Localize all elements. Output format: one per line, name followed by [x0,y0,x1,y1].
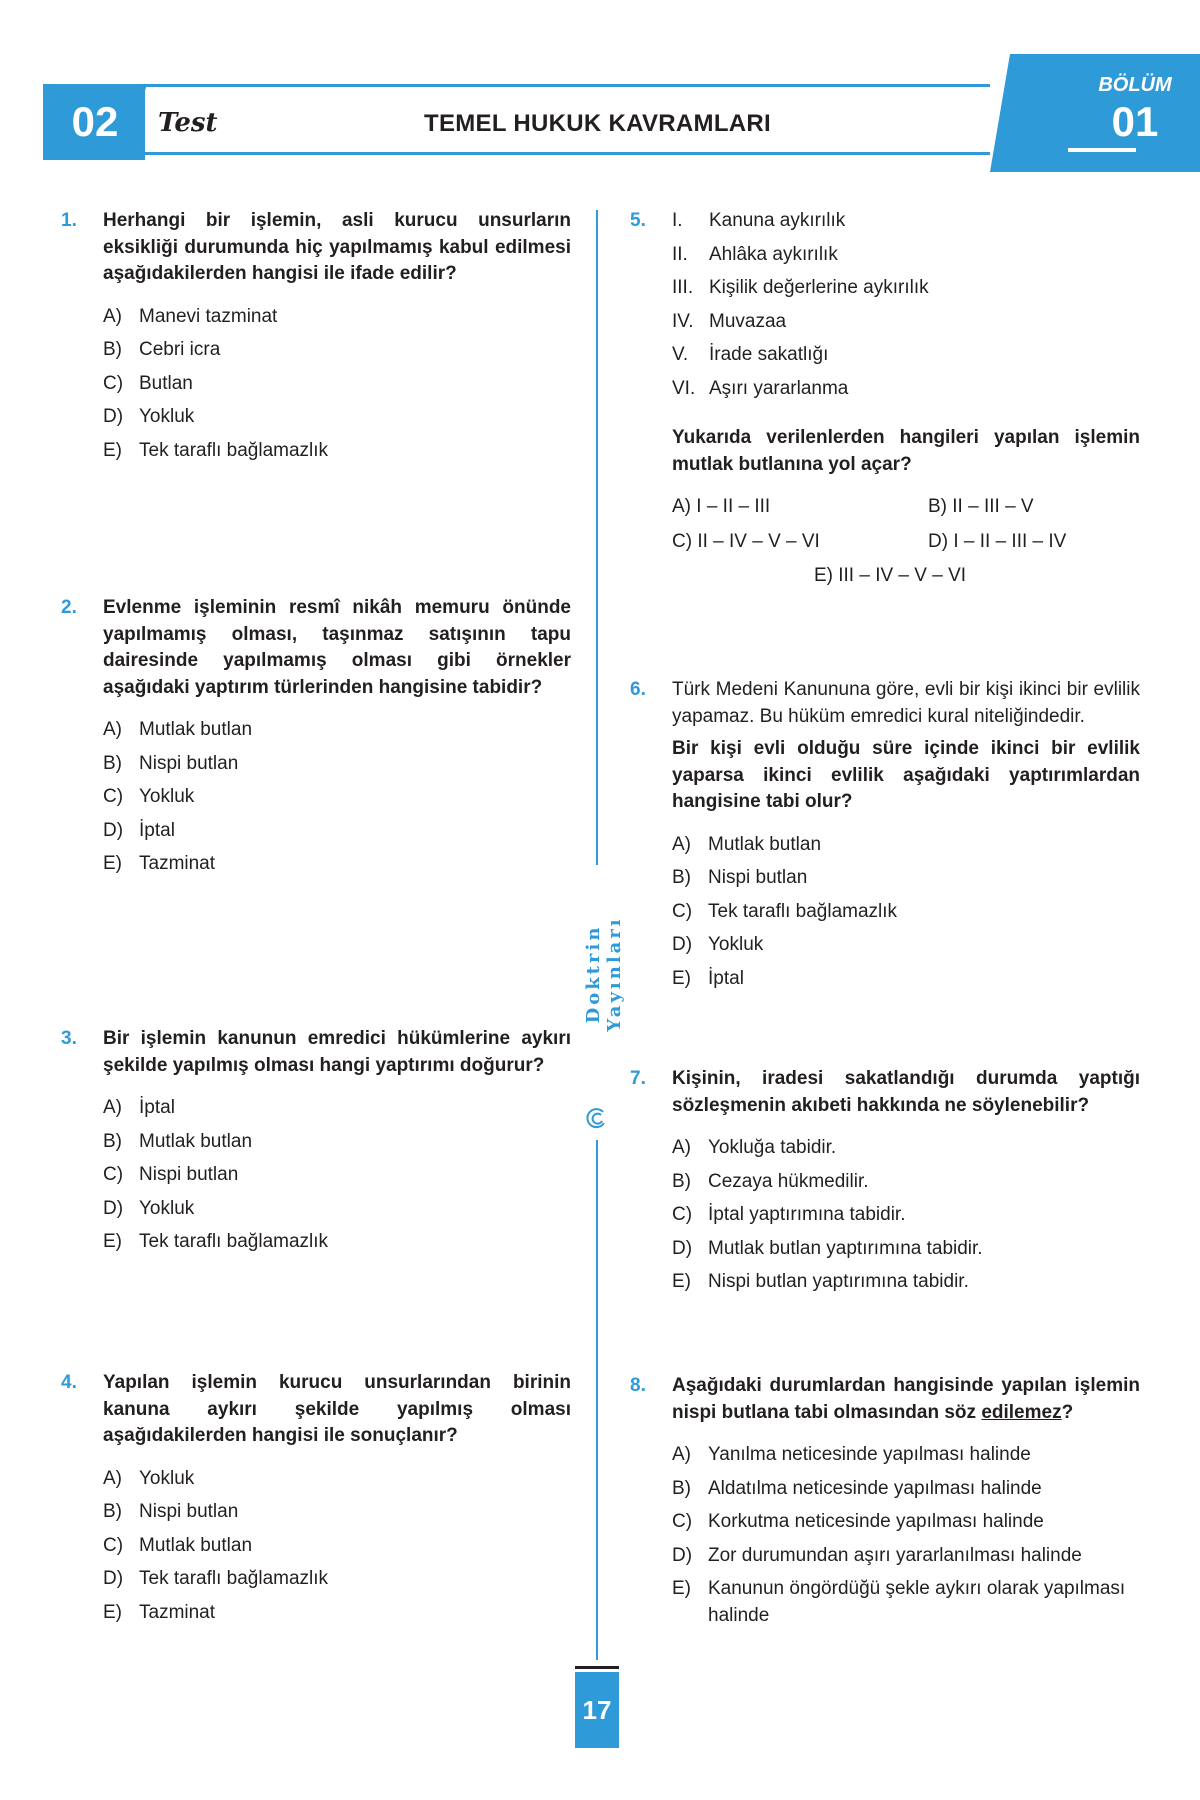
option-letter: E) [672,1271,691,1292]
option-c[interactable] [103,784,571,818]
question-stem: Bir kişi evli olduğu süre içinde ikinci bir evlilik yaparsa ikinci evlilik aşağıdaki yaptırımlardan hangisine tabi olur? [672,738,1140,812]
option-text: Zor durumundan aşırı yararlanılması halinde [708,1544,1082,1566]
option-list [103,717,571,885]
option-letter: C) [672,900,693,922]
option-letter: D) [103,1568,124,1589]
publisher-watermark: Doktrin Yayınları [583,916,625,1032]
option-b[interactable] [103,1129,571,1163]
roman-item-text: Kanuna aykırılık [709,210,846,231]
roman-numeral: I. [672,210,683,231]
option-letter: E) [103,1601,122,1623]
section-block-slant [990,54,1010,172]
option-a[interactable] [103,1095,571,1129]
option-letter: D) [672,1544,693,1566]
option-grid [672,494,1140,590]
option-letter: C) [672,1511,693,1532]
option-c[interactable] [103,371,571,405]
question-stem: Herhangi bir işlemin, asli kurucu unsurların eksikliği durumunda hiç yapılmamış kabul edilmesi aşağıdakilerden hangisi ile ifade edilir? [103,210,571,284]
option-letter: A) [103,1467,122,1489]
question-2 [61,595,571,885]
option-letter: B) [672,1170,691,1192]
question-1 [61,208,571,471]
option-text: Yokluk [139,786,195,807]
option-b[interactable] [103,751,571,785]
question-number: 8. [630,1375,646,1396]
option-c[interactable] [672,1509,1140,1543]
option-text: Cezaya hükmedilir. [708,1170,869,1192]
roman-item-text: Muvazaa [709,310,787,332]
question-5 [630,208,1140,590]
option-a[interactable] [103,1466,571,1500]
option-b[interactable] [672,865,1140,899]
option-text: Yokluk [139,406,195,427]
option-d[interactable] [103,1196,571,1230]
roman-item-text: Kişilik değerlerine aykırılık [709,277,929,298]
option-text: Tazminat [139,853,216,874]
roman-item [672,242,1140,276]
option-d[interactable] [103,404,571,438]
option-text: İptal [139,819,175,841]
option-b[interactable] [672,1476,1140,1510]
question-intro: Türk Medeni Kanununa göre, evli bir kişi ikinci bir evlilik yapamaz. Bu hüküm emredici kural niteliğindedir. [672,679,1140,727]
header-rule-top [140,84,1000,87]
option-text: Mutlak butlan [139,1534,253,1556]
option-c[interactable] [672,1202,1140,1236]
option-text: Mutlak butlan yaptırımına tabidir. [708,1237,983,1259]
option-text: Manevi tazminat [139,305,278,327]
option-text: Nispi butlan [139,752,239,774]
option-text: Yokluk [139,1197,195,1219]
option-a[interactable] [103,304,571,338]
option-text: İptal [708,967,744,989]
option-text: Nispi butlan yaptırımına tabidir. [708,1271,969,1292]
option-list [103,304,571,472]
option-letter: A) [103,1097,122,1118]
option-a[interactable] [672,832,1140,866]
option-d[interactable] [672,932,1140,966]
option-b[interactable] [672,1169,1140,1203]
test-number: 02 [71,98,119,145]
roman-numeral: V. [672,344,689,365]
option-d[interactable]: D) I – II – III – IV [928,530,1067,552]
option-b[interactable] [103,1499,571,1533]
option-a[interactable] [672,1442,1140,1476]
question-number: 2. [61,597,77,618]
option-letter: D) [103,819,124,841]
option-e[interactable] [103,1229,571,1263]
option-letter: C) [672,1204,693,1225]
question-7 [630,1066,1140,1303]
option-letter: D) [103,1197,124,1219]
roman-item-text: İrade sakatlığı [709,344,829,365]
option-e[interactable] [103,438,571,472]
option-text: İptal [139,1097,175,1118]
option-letter: D) [672,934,693,955]
option-d[interactable] [672,1543,1140,1577]
roman-item [672,309,1140,343]
option-list [672,832,1140,1000]
option-letter: C) [103,786,124,807]
option-letter: A) [672,1137,691,1158]
option-d[interactable] [103,1566,571,1600]
question-8 [630,1373,1140,1629]
option-list [103,1466,571,1634]
option-text: Korkutma neticesinde yapılması halinde [708,1511,1044,1532]
option-a[interactable] [672,1135,1140,1169]
roman-item-list [672,208,1140,409]
question-number: 1. [61,210,77,231]
roman-item [672,376,1140,410]
option-letter: E) [103,853,122,874]
test-label: Test [158,108,218,138]
option-text: Mutlak butlan [139,1130,253,1152]
option-text: Mutlak butlan [139,719,253,740]
option-letter: B) [672,1477,691,1499]
option-text: Yokluk [708,934,764,955]
option-list [672,1135,1140,1303]
section-label: BÖLÜM [1098,74,1172,96]
question-stem: Yapılan işlemin kurucu unsurlarından birinin kanuna aykırı şekilde yapılmış olması aşağıdakilerden hangisi ile sonuçlanır? [103,1372,571,1446]
option-text: Butlan [139,372,193,394]
option-text: Tek taraflı bağlamazlık [139,1231,329,1252]
option-letter: B) [103,1130,122,1152]
roman-item-text: Ahlâka aykırılık [709,243,838,265]
publisher-logo-icon [585,1106,609,1130]
option-text: Yokluk [139,1467,195,1489]
option-e[interactable] [103,1600,571,1634]
option-e[interactable] [103,851,571,885]
option-letter: C) [103,1164,124,1185]
question-number: 3. [61,1028,77,1049]
option-text: Nispi butlan [139,1501,239,1522]
page-number-rule [575,1666,619,1669]
option-text: Tek taraflı bağlamazlık [708,900,898,922]
question-4 [61,1370,571,1633]
option-letter: E) [103,1231,122,1252]
roman-item [672,275,1140,309]
option-e[interactable] [672,966,1140,1000]
roman-numeral: III. [672,277,694,298]
option-a[interactable] [103,717,571,751]
option-c[interactable] [672,899,1140,933]
option-letter: D) [103,406,124,427]
option-text: Kanunun öngördüğü şekle aykırı olarak yapılması halinde [708,1578,1126,1626]
option-list [103,1095,571,1263]
option-letter: E) [672,1578,691,1599]
roman-numeral: IV. [672,310,694,332]
roman-numeral: VI. [672,377,696,399]
option-text: Tazminat [139,1601,216,1623]
option-c[interactable]: C) II – IV – V – VI [672,530,820,552]
section-number-underline [1068,148,1136,152]
question-stem: Kişinin, iradesi sakatlandığı durumda yaptığı sözleşmenin akıbeti hakkında ne söylenebilir? [672,1068,1140,1116]
question-stem: Evlenme işleminin resmî nikâh memuru önünde yapılmamış olması, taşınmaz satışının tapu dairesinde yapılmamış olması gibi örnekler aşağıdaki yaptırım türlerinden hangisine tabidir? [103,597,571,698]
option-letter: E) [672,967,691,989]
section-number: 01 [1111,98,1159,145]
question-3 [61,1026,571,1263]
option-list [672,1442,1140,1629]
option-letter: A) [103,719,122,740]
option-letter: D) [672,1237,693,1259]
question-stem [672,1373,1140,1426]
column-divider-top [596,210,598,865]
page-title: TEMEL HUKUK KAVRAMLARI [423,110,772,137]
option-letter: C) [103,1534,124,1556]
option-b[interactable] [103,337,571,371]
option-text: Aldatılma neticesinde yapılması halinde [708,1477,1042,1499]
option-d[interactable] [672,1236,1140,1270]
roman-numeral: II. [672,243,688,265]
page-number: 17 [575,1672,619,1748]
question-stem: Yukarıda verilenlerden hangileri yapılan işlemin mutlak butlanına yol açar? [672,427,1140,475]
question-number: 5. [630,210,646,231]
option-b[interactable]: B) II – III – V [928,496,1034,517]
option-c[interactable] [103,1533,571,1567]
roman-item [672,208,1140,242]
option-text: İptal yaptırımına tabidir. [708,1204,906,1225]
option-letter: A) [103,305,122,327]
question-number: 6. [630,679,646,700]
option-text: Nispi butlan [708,867,808,888]
option-e[interactable]: E) III – IV – V – VI [813,565,967,586]
option-letter: B) [672,867,691,888]
question-number: 7. [630,1068,646,1089]
option-text: Yanılma neticesinde yapılması halinde [708,1444,1031,1465]
option-text: Cebri icra [139,339,221,360]
header-rule-bottom [140,152,1010,155]
option-text: Nispi butlan [139,1164,239,1185]
option-text: Tek taraflı bağlamazlık [139,439,329,461]
option-letter: B) [103,339,122,360]
option-letter: E) [103,439,122,461]
option-e[interactable] [672,1269,1140,1303]
option-d[interactable] [103,818,571,852]
option-letter: A) [672,833,691,855]
question-stem-emphasis: edilemez [981,1401,1062,1423]
question-stem-text: Aşağıdaki durumlardan hangisinde yapılan işlemin nispi butlana tabi olmasından söz [672,1375,1140,1423]
option-letter: A) [672,1444,691,1465]
option-e[interactable] [672,1576,1140,1629]
option-a[interactable]: A) I – II – III [672,496,771,517]
option-text: Yokluğa tabidir. [708,1137,837,1158]
option-text: Mutlak butlan [708,833,822,855]
option-text: Tek taraflı bağlamazlık [139,1568,329,1589]
option-letter: B) [103,1501,122,1522]
question-6 [630,677,1140,999]
roman-item-text: Aşırı yararlanma [709,377,849,399]
option-letter: B) [103,752,122,774]
question-stem-end: ? [1061,1401,1074,1423]
question-number: 4. [61,1372,77,1393]
roman-item [672,342,1140,376]
question-stem: Bir işlemin kanunun emredici hükümlerine aykırı şekilde yapılmış olması hangi yaptırımı doğurur? [103,1028,571,1076]
column-divider-bottom [596,1140,598,1660]
option-letter: C) [103,372,124,394]
option-c[interactable] [103,1162,571,1196]
